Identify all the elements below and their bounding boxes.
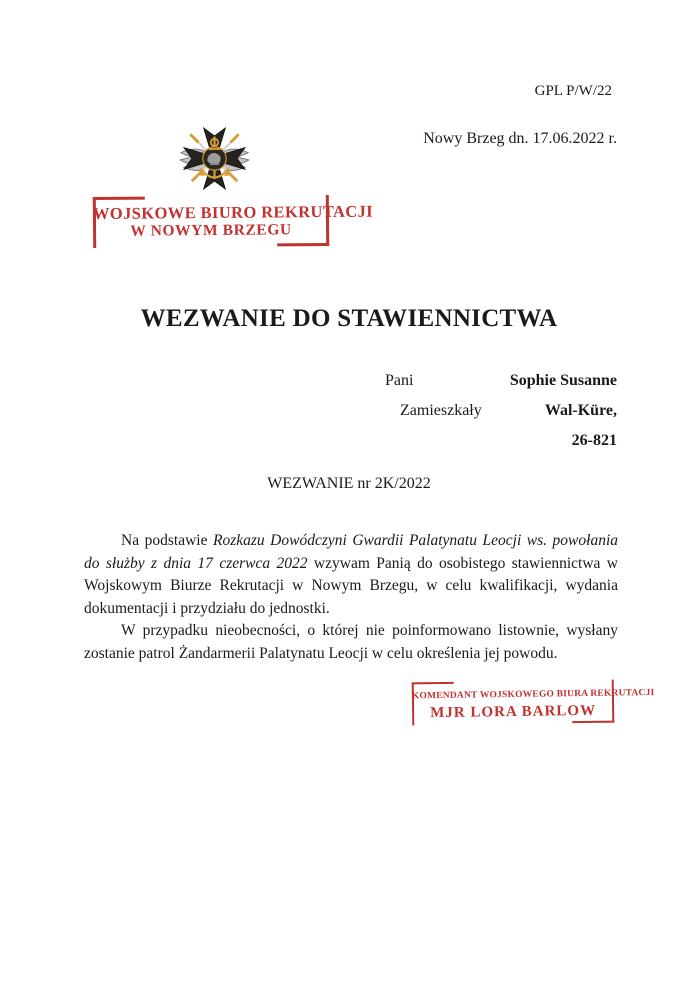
stamp-corner-bracket bbox=[412, 682, 455, 726]
recipient-name: Sophie Susanne bbox=[509, 372, 617, 389]
recipient-postal-code: 26-821 bbox=[571, 432, 617, 449]
commander-title: KOMENDANT WOJSKOWEGO BIURA REKRUTACJI bbox=[411, 688, 655, 702]
paragraph-text: Na podstawie bbox=[121, 532, 213, 549]
recipient-row bbox=[360, 370, 617, 392]
order-reference-italic: Rozkazu Dowódczyni Gwardii Palatynatu Leocji ws. powołania do służby z dnia 17 czerwca 2022 bbox=[84, 532, 618, 572]
commander-signature-stamp bbox=[411, 680, 655, 726]
date-line: Nowy Brzeg dn. 17.06.2022 r. bbox=[423, 130, 617, 147]
document-body bbox=[84, 530, 618, 665]
stamp-corner-bracket bbox=[572, 680, 615, 724]
recipient-label: Pani bbox=[385, 372, 414, 389]
body-paragraph-2: W przypadku nieobecności, o której nie poinformowano listownie, wysłany zostanie patrol Żandarmerii Palatynatu Leocji w celu określenia jej powodu. bbox=[84, 622, 618, 662]
recipient-row bbox=[360, 400, 617, 422]
stamp-corner-bracket bbox=[93, 197, 145, 248]
commander-name: MJR LORA BARLOW bbox=[430, 702, 597, 722]
paragraph-text: wzywam Panią do osobistego stawiennictwa w Wojskowym Biurze Rekrutacji w Nowym Brzegu, w celu kwalifikacji, wydania dokumentacji i przydziału do jednostki. bbox=[84, 554, 618, 617]
stamp-office-city: W NOWYM BRZEGU bbox=[130, 221, 292, 240]
stamp-office-name: WOJSKOWE BIURO REKRUTACJI bbox=[92, 201, 374, 224]
reference-number: GPL P/W/22 bbox=[534, 83, 612, 99]
stamp-corner-bracket bbox=[277, 195, 329, 246]
summons-number: WEZWANIE nr 2K/2022 bbox=[267, 475, 431, 492]
body-paragraph-1 bbox=[84, 530, 618, 620]
recruitment-office-stamp bbox=[92, 195, 374, 248]
recipient-address: Wal-Küre, bbox=[544, 402, 617, 419]
recipient-block bbox=[360, 370, 617, 460]
military-cross-anchor-emblem-icon bbox=[178, 122, 251, 195]
recipient-label: Zamieszkały bbox=[400, 402, 482, 419]
document-title: WEZWANIE DO STAWIENNICTWA bbox=[140, 305, 558, 332]
recipient-row bbox=[360, 430, 617, 452]
